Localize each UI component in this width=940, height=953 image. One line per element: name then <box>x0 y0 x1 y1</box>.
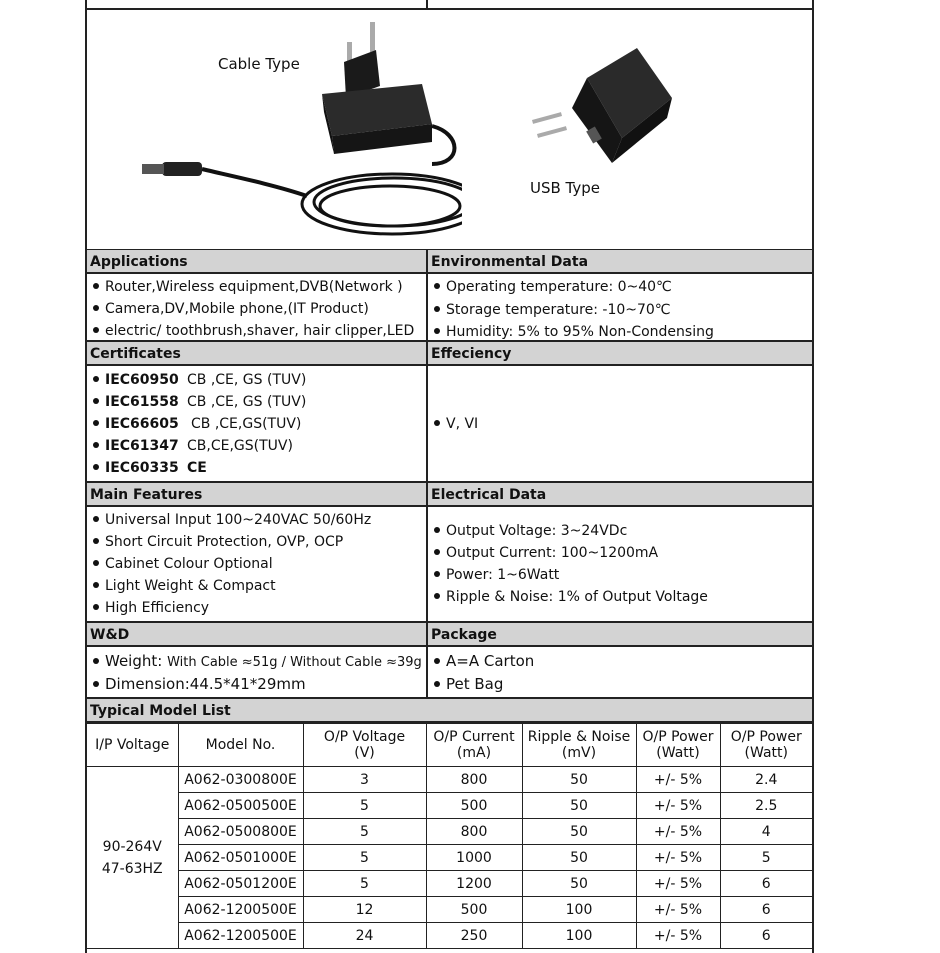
ip-voltage-cell: 90-264V 47-63HZ <box>87 767 178 949</box>
power-cell: 6 <box>720 871 812 897</box>
table-row <box>87 793 812 819</box>
list-item: Output Current: 100~1200mA <box>434 545 658 561</box>
tolerance-cell: +/- 5% <box>636 793 720 819</box>
cable-type-label: Cable Type <box>218 55 300 73</box>
voltage-cell: 24 <box>303 923 426 949</box>
usb-adapter-image <box>527 38 687 178</box>
bullet-icon <box>434 527 440 533</box>
list-item: High Efficiency <box>93 600 209 616</box>
electrical-header: Electrical Data <box>428 483 812 507</box>
features-header: Main Features <box>87 483 426 507</box>
bullet-icon <box>434 681 440 687</box>
certificate-item: IEC66605 CB ,CE,GS(TUV) <box>93 416 301 432</box>
col-voltage: O/P Voltage (V) <box>303 724 426 767</box>
power-cell: 6 <box>720 897 812 923</box>
list-item: Output Voltage: 3~24VDc <box>434 523 627 539</box>
weight-item: Weight: With Cable ≈51g / Without Cable ≈39g <box>93 652 422 670</box>
model-cell: A062-0501000E <box>178 845 303 871</box>
product-photo-area <box>87 8 812 251</box>
bullet-icon <box>434 306 440 312</box>
applications-list <box>87 274 426 340</box>
dimension-item: Dimension:44.5*41*29mm <box>93 675 306 693</box>
list-item: Operating temperature: 0~40℃ <box>434 279 672 295</box>
table-row <box>87 845 812 871</box>
efficiency-header: Effeciency <box>428 342 812 366</box>
voltage-cell: 5 <box>303 845 426 871</box>
current-cell: 800 <box>426 819 522 845</box>
package-list <box>428 647 812 697</box>
voltage-cell: 5 <box>303 819 426 845</box>
certificate-item: IEC61558 CB ,CE, GS (TUV) <box>93 394 306 410</box>
list-item: Light Weight & Compact <box>93 578 276 594</box>
tolerance-cell: +/- 5% <box>636 767 720 793</box>
current-cell: 1200 <box>426 871 522 897</box>
column-divider <box>426 250 428 697</box>
list-item: Cabinet Colour Optional <box>93 556 273 572</box>
power-cell: 2.4 <box>720 767 812 793</box>
bullet-icon <box>93 305 99 311</box>
bullet-icon <box>434 571 440 577</box>
table-header-row <box>87 724 812 767</box>
voltage-cell: 5 <box>303 793 426 819</box>
list-item: Pet Bag <box>434 675 503 693</box>
col-model: Model No. <box>178 724 303 767</box>
bullet-icon <box>93 283 99 289</box>
ripple-cell: 100 <box>522 923 636 949</box>
bullet-icon <box>93 658 99 664</box>
bullet-icon <box>434 658 440 664</box>
table-row <box>87 819 812 845</box>
certificates-list <box>87 366 426 481</box>
voltage-cell: 3 <box>303 767 426 793</box>
power-cell: 6 <box>720 923 812 949</box>
model-cell: A062-1200500E <box>178 923 303 949</box>
ripple-cell: 50 <box>522 793 636 819</box>
voltage-cell: 5 <box>303 871 426 897</box>
current-cell: 500 <box>426 897 522 923</box>
power-cell: 2.5 <box>720 793 812 819</box>
current-cell: 250 <box>426 923 522 949</box>
certificates-header: Certificates <box>87 342 426 366</box>
list-item: Storage temperature: -10~70℃ <box>434 302 671 318</box>
list-item: Ripple & Noise: 1% of Output Voltage <box>434 589 708 605</box>
list-item: Power: 1~6Watt <box>434 567 559 583</box>
wd-header: W&D <box>87 623 426 647</box>
tolerance-cell: +/- 5% <box>636 819 720 845</box>
usb-type-label: USB Type <box>530 179 601 197</box>
model-cell: A062-0501200E <box>178 871 303 897</box>
bullet-icon <box>93 464 99 470</box>
col-power-tolerance: O/P Power (Watt) <box>636 724 720 767</box>
bullet-icon <box>434 549 440 555</box>
bullet-icon <box>434 283 440 289</box>
model-table-wrap <box>87 723 812 948</box>
bullet-icon <box>93 604 99 610</box>
efficiency-cell <box>428 366 812 481</box>
model-cell: A062-0300800E <box>178 767 303 793</box>
model-cell: A062-1200500E <box>178 897 303 923</box>
current-cell: 500 <box>426 793 522 819</box>
bullet-icon <box>93 327 99 333</box>
bullet-icon <box>93 398 99 404</box>
ripple-cell: 100 <box>522 897 636 923</box>
wd-list <box>87 647 426 697</box>
table-row <box>87 897 812 923</box>
cable-adapter-image <box>132 14 462 249</box>
tolerance-cell: +/- 5% <box>636 897 720 923</box>
bullet-icon <box>93 442 99 448</box>
list-item: Short Circuit Protection, OVP, OCP <box>93 534 343 550</box>
certificate-item: IEC60950 CB ,CE, GS (TUV) <box>93 372 306 388</box>
package-header: Package <box>428 623 812 647</box>
applications-header: Applications <box>87 250 426 274</box>
bullet-icon <box>93 538 99 544</box>
power-cell: 4 <box>720 819 812 845</box>
bullet-icon <box>93 376 99 382</box>
certificate-item: IEC60335 CE <box>93 460 207 476</box>
bullet-icon <box>93 582 99 588</box>
tolerance-cell: +/- 5% <box>636 845 720 871</box>
bullet-icon <box>93 420 99 426</box>
list-item: Humidity: 5% to 95% Non-Condensing <box>434 324 714 340</box>
bullet-icon <box>434 328 440 334</box>
ripple-cell: 50 <box>522 767 636 793</box>
bullet-icon <box>93 516 99 522</box>
list-item: A=A Carton <box>434 652 534 670</box>
top-divider <box>426 0 428 8</box>
voltage-cell: 12 <box>303 897 426 923</box>
col-ip-voltage: I/P Voltage <box>87 724 178 767</box>
environmental-list <box>428 274 812 340</box>
spec-sheet <box>85 0 814 953</box>
list-item: V, VI <box>434 416 478 432</box>
bullet-icon <box>434 420 440 426</box>
table-row <box>87 871 812 897</box>
model-list-header: Typical Model List <box>87 699 812 723</box>
features-list <box>87 507 426 621</box>
list-item: Router,Wireless equipment,DVB(Network ) <box>93 279 403 295</box>
table-row <box>87 767 812 793</box>
col-power: O/P Power (Watt) <box>720 724 812 767</box>
table-row <box>87 923 812 949</box>
bullet-icon <box>93 560 99 566</box>
bullet-icon <box>434 593 440 599</box>
list-item: Camera,DV,Mobile phone,(IT Product) <box>93 301 369 317</box>
certificate-item: IEC61347 CB,CE,GS(TUV) <box>93 438 293 454</box>
tolerance-cell: +/- 5% <box>636 923 720 949</box>
power-cell: 5 <box>720 845 812 871</box>
current-cell: 800 <box>426 767 522 793</box>
list-item: electric/ toothbrush,shaver, hair clipper,LED <box>93 323 414 339</box>
ripple-cell: 50 <box>522 819 636 845</box>
model-table <box>87 723 812 949</box>
current-cell: 1000 <box>426 845 522 871</box>
model-cell: A062-0500800E <box>178 819 303 845</box>
environmental-header: Environmental Data <box>428 250 812 274</box>
list-item: Universal Input 100~240VAC 50/60Hz <box>93 512 371 528</box>
col-current: O/P Current (mA) <box>426 724 522 767</box>
model-cell: A062-0500500E <box>178 793 303 819</box>
ripple-cell: 50 <box>522 871 636 897</box>
tolerance-cell: +/- 5% <box>636 871 720 897</box>
bullet-icon <box>93 681 99 687</box>
col-ripple: Ripple & Noise (mV) <box>522 724 636 767</box>
ripple-cell: 50 <box>522 845 636 871</box>
electrical-list <box>428 507 812 621</box>
